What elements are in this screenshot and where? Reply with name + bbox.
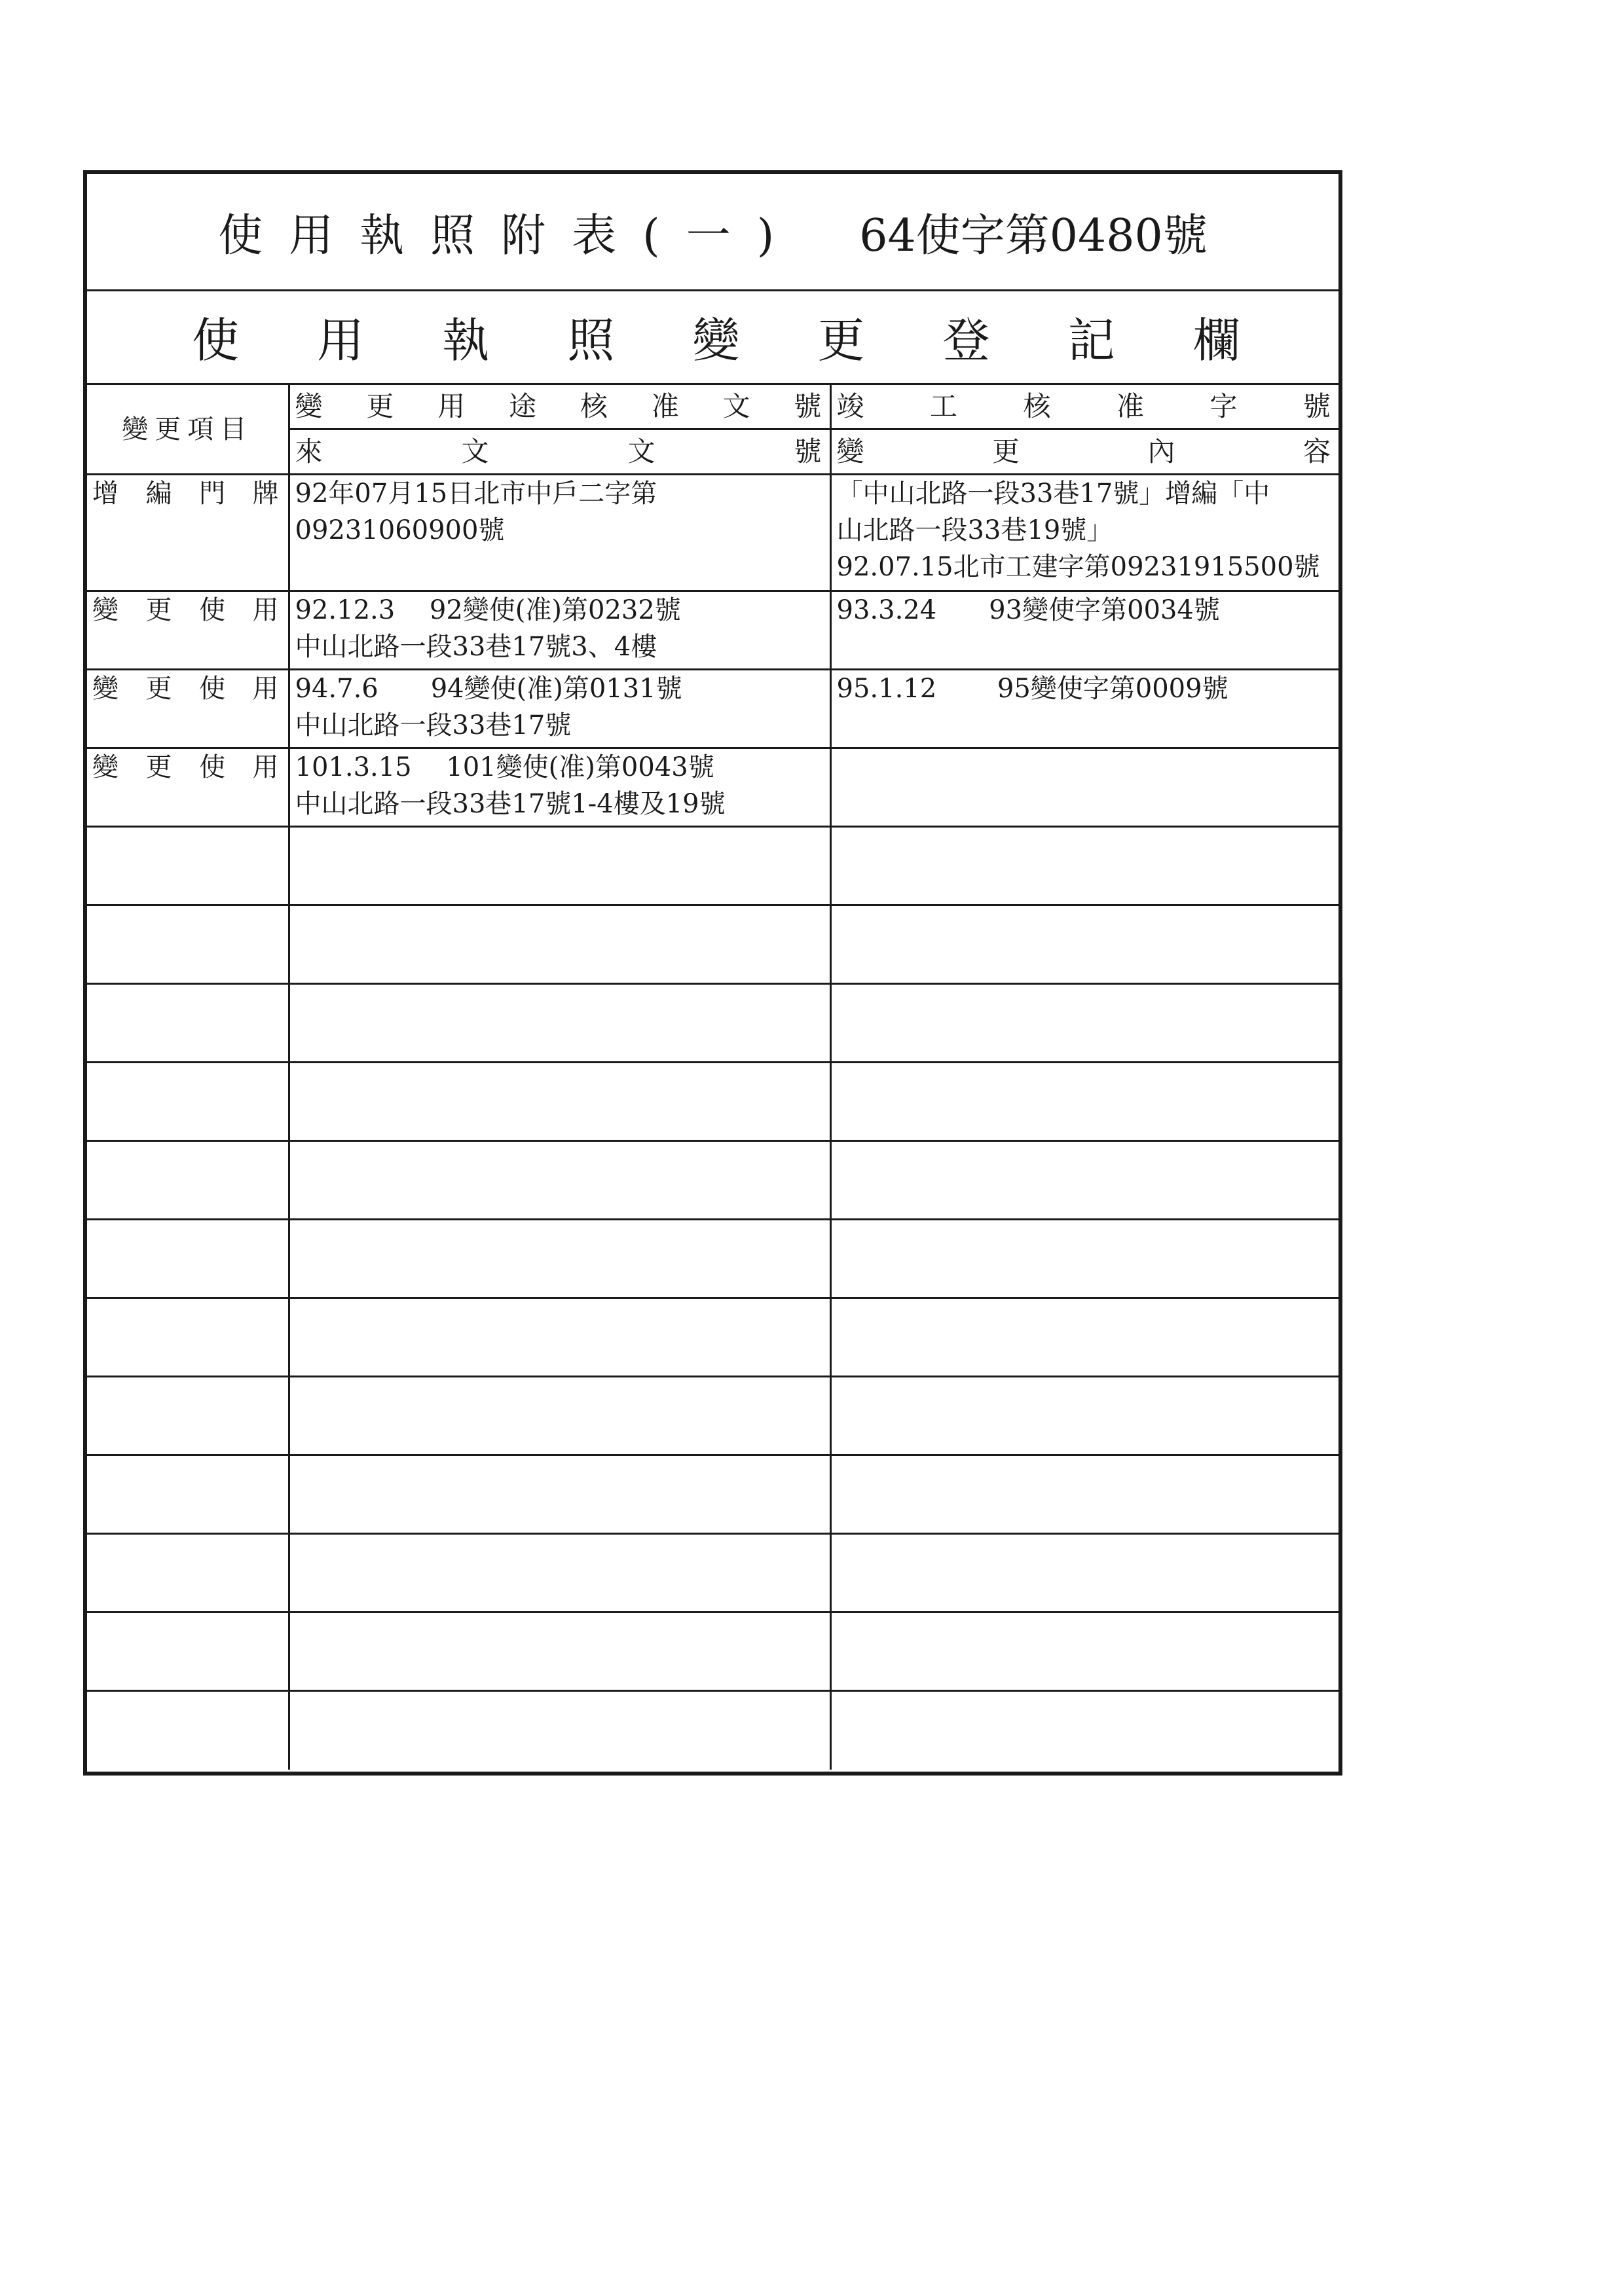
empty-cell bbox=[87, 905, 289, 984]
subtitle-char: 執 bbox=[442, 312, 490, 368]
table-row bbox=[87, 670, 1338, 748]
header-char: 更 bbox=[366, 390, 394, 422]
cell-line: 中山北路一段33巷17號 bbox=[295, 710, 572, 740]
cell-line: 山北路一段33巷19號」 bbox=[836, 515, 1113, 545]
change-content-cell bbox=[830, 591, 1338, 670]
change-item-label bbox=[92, 592, 283, 629]
cell-line: 中山北路一段33巷17號3、4樓 bbox=[295, 632, 657, 662]
table-row bbox=[87, 827, 1338, 905]
header-char: 門 bbox=[199, 479, 225, 509]
subtitle-char: 記 bbox=[1067, 312, 1115, 368]
table-row bbox=[87, 1141, 1338, 1220]
header-char: 變 bbox=[295, 390, 323, 422]
subtitle-char: 登 bbox=[942, 312, 990, 368]
table-row bbox=[87, 1455, 1338, 1534]
change-item-label bbox=[92, 749, 283, 786]
change-content-cell bbox=[830, 670, 1338, 748]
header-char: 文 bbox=[461, 435, 489, 467]
header-char: 用 bbox=[252, 752, 279, 782]
subtitle-char: 變 bbox=[692, 312, 740, 368]
header-change-content bbox=[830, 429, 1338, 475]
empty-cell bbox=[830, 1377, 1338, 1455]
empty-cell bbox=[830, 1063, 1338, 1141]
header-char: 用 bbox=[437, 390, 466, 422]
cell-line: 92年07月15日北市中戶二字第 bbox=[295, 479, 657, 509]
header-completion-number bbox=[830, 385, 1338, 429]
empty-cell bbox=[87, 1298, 289, 1377]
empty-cell bbox=[289, 905, 830, 984]
empty-cell bbox=[87, 984, 289, 1063]
empty-cell bbox=[87, 1691, 289, 1770]
change-item-label bbox=[92, 475, 283, 512]
empty-cell bbox=[830, 1298, 1338, 1377]
header-char: 號 bbox=[794, 390, 822, 422]
empty-cell bbox=[87, 1377, 289, 1455]
header-char: 變 bbox=[92, 752, 119, 782]
empty-cell bbox=[87, 1613, 289, 1691]
empty-cell bbox=[289, 1534, 830, 1613]
license-form-frame bbox=[83, 170, 1342, 1776]
header-approval-number bbox=[289, 385, 830, 429]
table-row bbox=[87, 1220, 1338, 1298]
cell-line: 92.07.15北市工建字第09231915500號 bbox=[836, 552, 1320, 582]
table-row bbox=[87, 984, 1338, 1063]
form-title-left: 使用執照附表(一) bbox=[218, 210, 801, 262]
empty-cell bbox=[830, 1691, 1338, 1770]
empty-cell bbox=[87, 1141, 289, 1220]
header-char: 更 bbox=[145, 595, 172, 625]
empty-cell bbox=[289, 1220, 830, 1298]
empty-cell bbox=[830, 1455, 1338, 1534]
subtitle-char: 使 bbox=[192, 312, 240, 368]
header-char: 來 bbox=[295, 435, 323, 467]
header-char: 變 bbox=[92, 674, 119, 704]
header-char: 字 bbox=[1209, 390, 1238, 422]
approval-number-cell bbox=[289, 748, 830, 827]
header-char: 使 bbox=[199, 595, 225, 625]
change-content-cell bbox=[830, 475, 1338, 591]
subtitle-char: 用 bbox=[317, 312, 365, 368]
header-char: 文 bbox=[722, 390, 750, 422]
approval-number-cell bbox=[289, 670, 830, 748]
empty-cell bbox=[289, 1377, 830, 1455]
change-content-cell bbox=[830, 748, 1338, 827]
header-char: 更 bbox=[145, 674, 172, 704]
subtitle-char: 更 bbox=[817, 312, 865, 368]
table-row bbox=[87, 1613, 1338, 1691]
change-item-cell bbox=[87, 748, 289, 827]
header-char: 內 bbox=[1147, 435, 1175, 467]
table-row bbox=[87, 475, 1338, 591]
empty-cell bbox=[87, 1455, 289, 1534]
empty-cell bbox=[830, 984, 1338, 1063]
approval-number-cell bbox=[289, 591, 830, 670]
header-char: 文 bbox=[627, 435, 655, 467]
change-item-label bbox=[92, 670, 283, 707]
cell-line: 93.3.24 93變使字第0034號 bbox=[836, 595, 1220, 625]
empty-cell bbox=[289, 1063, 830, 1141]
empty-cell bbox=[87, 1063, 289, 1141]
subtitle-char: 欄 bbox=[1192, 312, 1240, 368]
header-char: 使 bbox=[199, 752, 225, 782]
header-char: 容 bbox=[1302, 435, 1331, 467]
header-char: 工 bbox=[929, 390, 957, 422]
cell-line: 101.3.15 101變使(准)第0043號 bbox=[295, 752, 714, 782]
header-char: 核 bbox=[580, 390, 608, 422]
header-char: 更 bbox=[991, 435, 1020, 467]
change-item-cell bbox=[87, 591, 289, 670]
table-row bbox=[87, 591, 1338, 670]
table-row bbox=[87, 1063, 1338, 1141]
header-char: 增 bbox=[92, 479, 119, 509]
table-row bbox=[87, 748, 1338, 827]
change-item-cell bbox=[87, 475, 289, 591]
header-char: 變 bbox=[836, 435, 864, 467]
change-register-table bbox=[87, 385, 1338, 1770]
table-row bbox=[87, 1298, 1338, 1377]
empty-cell bbox=[830, 905, 1338, 984]
table-row bbox=[87, 1534, 1338, 1613]
form-title bbox=[87, 174, 1338, 291]
header-char: 用 bbox=[252, 595, 279, 625]
empty-cell bbox=[830, 827, 1338, 905]
header-char: 准 bbox=[1116, 390, 1144, 422]
cell-line: 中山北路一段33巷17號1-4樓及19號 bbox=[295, 789, 726, 819]
empty-cell bbox=[830, 1534, 1338, 1613]
empty-cell bbox=[830, 1613, 1338, 1691]
empty-cell bbox=[87, 827, 289, 905]
empty-cell bbox=[289, 984, 830, 1063]
empty-cell bbox=[289, 1455, 830, 1534]
approval-number-cell bbox=[289, 475, 830, 591]
subtitle-char: 照 bbox=[567, 312, 615, 368]
cell-line: 94.7.6 94變使(准)第0131號 bbox=[295, 674, 682, 704]
cell-line: 09231060900號 bbox=[295, 515, 505, 545]
header-char: 號 bbox=[794, 435, 822, 467]
change-item-cell bbox=[87, 670, 289, 748]
form-title-right: 64使字第0480號 bbox=[859, 210, 1208, 262]
header-incoming-doc-number bbox=[289, 429, 830, 475]
header-char: 用 bbox=[252, 674, 279, 704]
empty-cell bbox=[830, 1220, 1338, 1298]
header-char: 途 bbox=[509, 390, 537, 422]
empty-cell bbox=[87, 1220, 289, 1298]
empty-cell bbox=[830, 1141, 1338, 1220]
header-char: 准 bbox=[651, 390, 679, 422]
header-char: 號 bbox=[1302, 390, 1331, 422]
empty-cell bbox=[289, 1691, 830, 1770]
cell-line: 92.12.3 92變使(准)第0232號 bbox=[295, 595, 681, 625]
header-char: 牌 bbox=[252, 479, 279, 509]
header-char: 更 bbox=[145, 752, 172, 782]
header-char: 編 bbox=[145, 479, 172, 509]
empty-cell bbox=[289, 827, 830, 905]
header-change-item: 變更項目 bbox=[87, 385, 289, 475]
table-row bbox=[87, 1691, 1338, 1770]
cell-line: 「中山北路一段33巷17號」增編「中 bbox=[836, 479, 1270, 509]
empty-cell bbox=[289, 1613, 830, 1691]
empty-cell bbox=[289, 1141, 830, 1220]
table-row bbox=[87, 905, 1338, 984]
table-row bbox=[87, 1377, 1338, 1455]
empty-cell bbox=[289, 1298, 830, 1377]
header-char: 核 bbox=[1023, 390, 1051, 422]
header-char: 變 bbox=[92, 595, 119, 625]
header-char: 使 bbox=[199, 674, 225, 704]
cell-line: 95.1.12 95變使字第0009號 bbox=[836, 674, 1228, 704]
form-subtitle bbox=[87, 289, 1338, 385]
empty-cell bbox=[87, 1534, 289, 1613]
header-char: 竣 bbox=[836, 390, 864, 422]
